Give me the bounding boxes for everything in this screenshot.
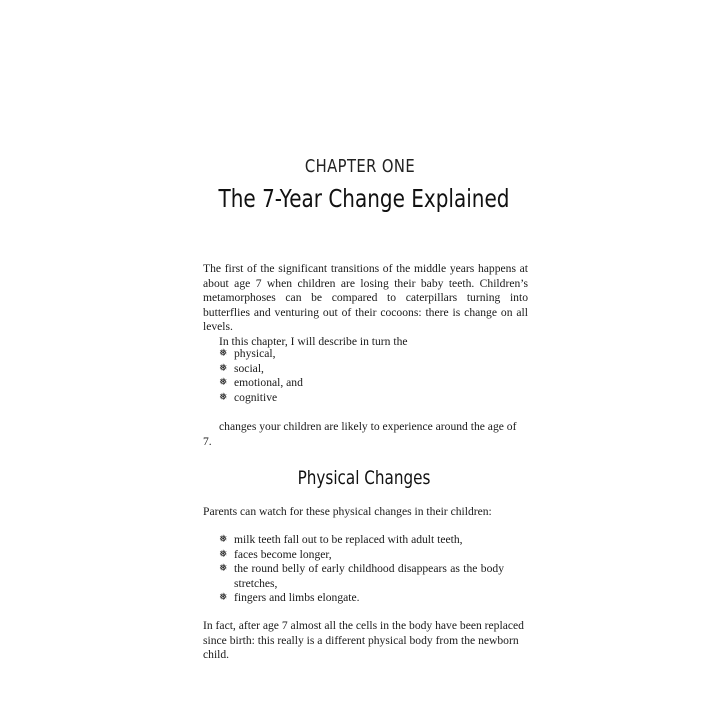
chapter-label: CHAPTER ONE xyxy=(304,156,416,177)
list-item xyxy=(203,533,528,548)
list-item xyxy=(203,362,528,377)
section-heading: Physical Changes xyxy=(297,467,431,489)
intro-section xyxy=(203,262,528,350)
list-item xyxy=(203,376,528,391)
list-item-text: fingers and limbs elongate. xyxy=(234,591,360,605)
list-item-text: faces become longer, xyxy=(234,547,332,561)
list-item xyxy=(203,548,528,563)
asterisk-flower-icon: ❅ xyxy=(219,592,228,604)
list-item xyxy=(203,591,528,606)
list-item-text: physical, xyxy=(234,347,276,360)
physical-lead-in: Parents can watch for these physical changes in their children: xyxy=(203,505,492,518)
asterisk-flower-icon: ❅ xyxy=(219,377,228,389)
asterisk-flower-icon: ❅ xyxy=(219,348,228,359)
list-item-text: the round belly of early childhood disappears as the body stretches, xyxy=(234,562,504,590)
chapter-title: The 7-Year Change Explained xyxy=(218,184,510,213)
intro-paragraph: The first of the significant transitions of the middle years happens at about age 7 when children are losing their baby teeth. Children’s metamorphoses can be compared to caterpillars turning into butterflies and venturing out of their cocoons: there is change on all levels. xyxy=(203,262,528,334)
asterisk-flower-icon: ❅ xyxy=(219,391,228,403)
list-item-text: cognitive xyxy=(234,390,278,404)
list-item-text: milk teeth fall out to be replaced with adult teeth, xyxy=(234,533,463,546)
physical-closing: In fact, after age 7 almost all the cells in the body have been replaced since birth: this really is a different physical body from the newborn child. xyxy=(203,619,524,662)
list-item-text: emotional, and xyxy=(234,376,303,390)
asterisk-flower-icon: ❅ xyxy=(219,534,228,545)
asterisk-flower-icon: ❅ xyxy=(219,548,228,560)
asterisk-flower-icon: ❅ xyxy=(219,362,228,374)
list-item xyxy=(203,391,528,406)
list-item xyxy=(203,562,528,591)
asterisk-flower-icon: ❅ xyxy=(219,563,228,575)
list-item-text: social, xyxy=(234,361,264,375)
change-types-list xyxy=(203,347,528,405)
physical-changes-list xyxy=(203,533,528,606)
list-item xyxy=(203,347,528,362)
intro-lead-in: In this chapter, I will describe in turn the xyxy=(219,334,408,348)
intro-closing: changes your children are likely to experience around the age of 7. xyxy=(203,420,517,448)
